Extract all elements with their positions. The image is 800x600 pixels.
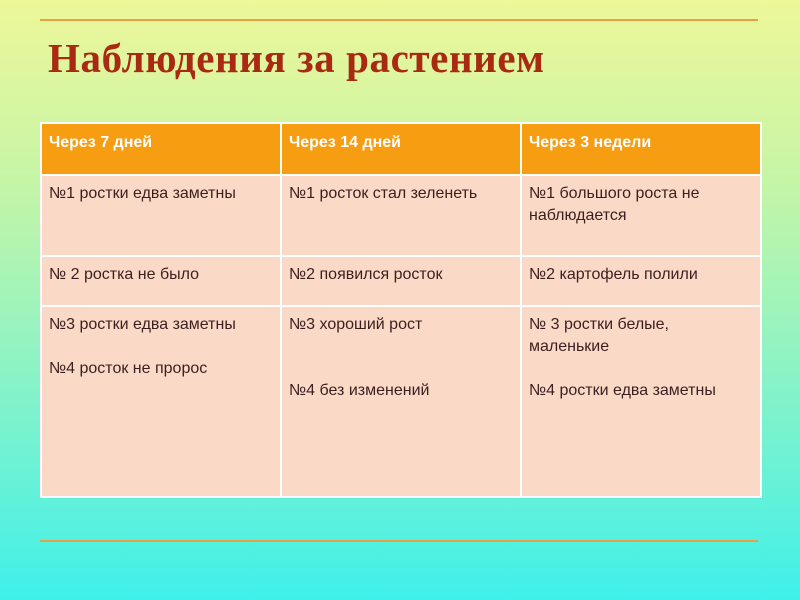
table-cell xyxy=(281,306,521,497)
observations-table xyxy=(40,122,762,498)
cell-line: №3 ростки едва заметны xyxy=(49,316,236,333)
top-decorative-rule xyxy=(40,19,758,21)
bottom-decorative-rule xyxy=(40,540,758,542)
table-cell xyxy=(521,306,761,497)
table-cell: №2 картофель полили xyxy=(521,256,761,306)
table-cell: №1 росток стал зеленеть xyxy=(281,175,521,256)
slide-title: Наблюдения за растением xyxy=(48,35,545,81)
table-row xyxy=(41,306,761,497)
table-cell: №1 ростки едва заметны xyxy=(41,175,281,256)
header-3-weeks: Через 3 недели xyxy=(521,123,761,175)
table-row xyxy=(41,256,761,306)
cell-line: №3 хороший рост xyxy=(289,316,423,333)
table-header-row xyxy=(41,123,761,175)
header-7-days: Через 7 дней xyxy=(41,123,281,175)
table-cell: №1 большого роста не наблюдается xyxy=(521,175,761,256)
table-cell: № 2 ростка не было xyxy=(41,256,281,306)
table-row xyxy=(41,175,761,256)
table-cell xyxy=(41,306,281,497)
cell-line: №4 без изменений xyxy=(289,382,430,399)
header-14-days: Через 14 дней xyxy=(281,123,521,175)
cell-line: №4 ростки едва заметны xyxy=(529,382,716,399)
cell-line: №4 росток не пророс xyxy=(49,360,208,377)
table-cell: №2 появился росток xyxy=(281,256,521,306)
cell-line: № 3 ростки белые, маленькие xyxy=(529,316,669,355)
